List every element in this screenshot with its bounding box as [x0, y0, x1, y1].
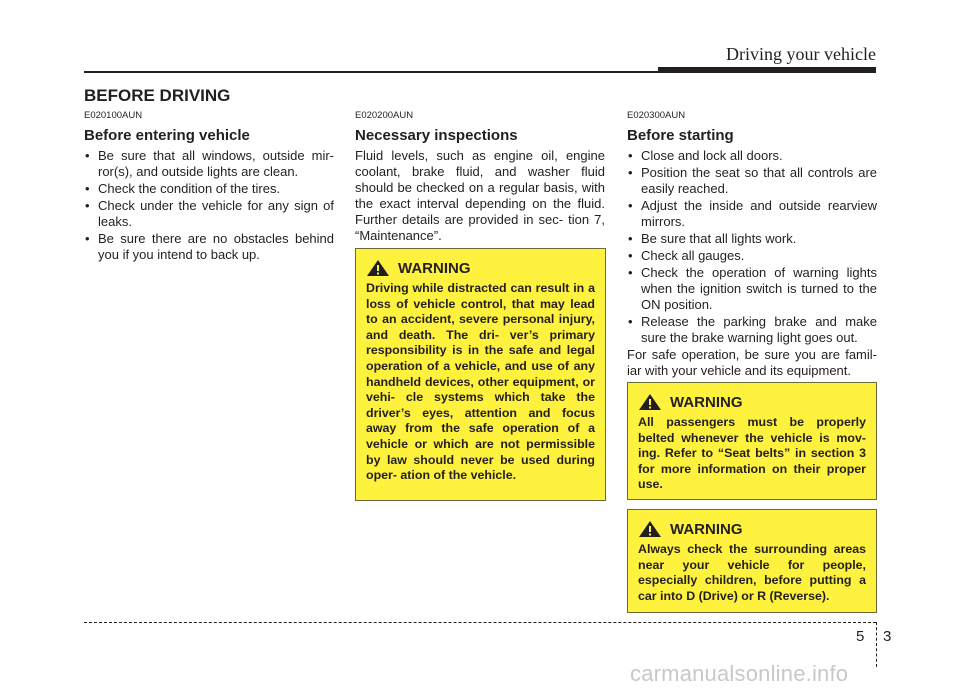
warning-box-surroundings: [627, 509, 877, 613]
warning-header: [638, 391, 866, 413]
list-item: • Check the operation of warning lights when the ignition switch is turned to the ON position.: [627, 265, 877, 313]
warning-header: [366, 257, 595, 279]
bullet-list: [627, 148, 877, 346]
warning-title: WARNING: [670, 393, 743, 411]
header-rule-thick: [658, 67, 876, 73]
section-code: E020100AUN: [84, 110, 143, 121]
warning-header: [638, 518, 866, 540]
list-item: • Check under the vehicle for any sign of leaks.: [84, 198, 334, 230]
list-item: • Be sure that all windows, outside mir- ror(s), and outside lights are clean.: [84, 148, 334, 180]
chapter-title: Driving your vehicle: [726, 44, 876, 64]
warning-box-distracted-driving: [355, 248, 606, 501]
page-number: 3: [883, 628, 892, 645]
section-code: E020200AUN: [355, 110, 414, 121]
warning-text: All passengers must be properly belted whenever the vehicle is mov- ing. Refer to “Seat belts” in section 3 for more information on their proper use.: [638, 415, 866, 492]
list-item: • Close and lock all doors.: [627, 148, 877, 164]
subsection-heading: Before starting: [627, 127, 734, 144]
warning-text: Driving while distracted can result in a loss of vehicle control, that may lead to an accident, severe personal injury, and death. The dri- ver’s primary responsibility is in the safe and legal operation of a vehicle, and use of any handheld devices, other equipment, or vehi- cle systems which take the driver’s eyes, attention and focus away from the safe operation of a vehicle or which are not permissible by law should never be used during oper- ation of the vehicle.: [366, 281, 595, 483]
header-rule: [84, 71, 658, 73]
subsection-heading: Before entering vehicle: [84, 127, 250, 144]
section-title: BEFORE DRIVING: [84, 86, 231, 105]
list-item: • Position the seat so that all controls are easily reached.: [627, 165, 877, 197]
footer-rule: [84, 622, 876, 623]
body-paragraph: Fluid levels, such as engine oil, engine coolant, brake fluid, and washer fluid should be checked on a regular basis, with the exact interval depending on the fluid. Further details are provided in sec- tion 7, “Maintenance”.: [355, 148, 605, 243]
column-before-starting: [627, 110, 877, 379]
list-item: • Check all gauges.: [627, 248, 877, 264]
list-item: • Adjust the inside and outside rearview mirrors.: [627, 198, 877, 230]
list-item: • Check the condition of the tires.: [84, 181, 334, 197]
section-code: E020300AUN: [627, 110, 686, 121]
subsection-heading: Necessary inspections: [355, 127, 518, 144]
footer-divider: [876, 622, 877, 667]
list-item: • Be sure there are no obstacles behind you if you intend to back up.: [84, 231, 334, 263]
watermark: carmanualsonline.info: [630, 661, 849, 686]
warning-triangle-icon: [638, 393, 662, 411]
warning-text: Always check the surrounding areas near your vehicle for people, especially children, before putting a car into D (Drive) or R (Reverse).: [638, 542, 866, 603]
warning-title: WARNING: [398, 259, 471, 277]
body-paragraph: For safe operation, be sure you are famil- iar with your vehicle and its equipment.: [627, 347, 877, 378]
bullet-list: [84, 148, 334, 263]
warning-box-seat-belts: [627, 382, 877, 500]
column-before-entering: [84, 110, 334, 264]
warning-title: WARNING: [670, 520, 743, 538]
list-item: • Be sure that all lights work.: [627, 231, 877, 247]
column-necessary-inspections: [355, 110, 605, 244]
warning-triangle-icon: [638, 520, 662, 538]
chapter-number: 5: [856, 628, 865, 645]
list-item: • Release the parking brake and make sure the brake warning light goes out.: [627, 314, 877, 346]
warning-triangle-icon: [366, 259, 390, 277]
